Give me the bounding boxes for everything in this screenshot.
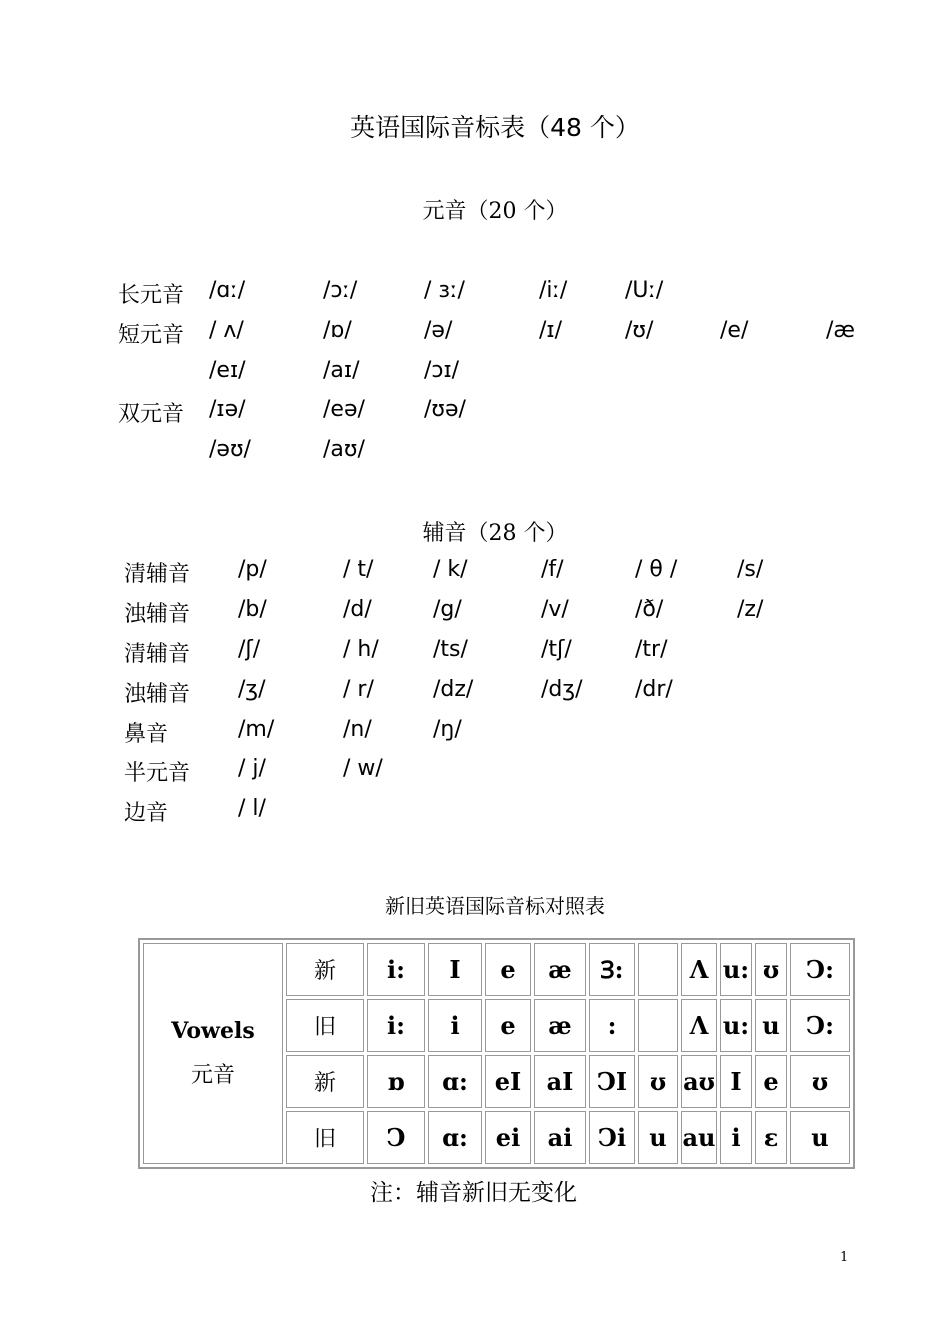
table-cell: eI bbox=[485, 1055, 531, 1108]
table-cell: ʊ bbox=[638, 1055, 678, 1108]
phoneme: /ð/ bbox=[635, 597, 664, 622]
phoneme: /n/ bbox=[343, 717, 372, 742]
phoneme: /dz/ bbox=[433, 677, 474, 702]
table-row bbox=[143, 943, 850, 996]
vowels-header-zh: 元音 bbox=[190, 1063, 235, 1088]
vowels-header bbox=[143, 943, 283, 1164]
footnote: 注：辅音新旧无变化 bbox=[370, 1180, 577, 1206]
phoneme: /s/ bbox=[737, 557, 764, 582]
table-cell: aʊ bbox=[681, 1055, 717, 1108]
row-label: 浊辅音 bbox=[124, 682, 191, 707]
table-cell: ɑ: bbox=[428, 1055, 482, 1108]
row-label: 鼻音 bbox=[124, 722, 169, 747]
phoneme: /ə/ bbox=[424, 318, 453, 343]
row-label: 新 bbox=[286, 1055, 364, 1108]
table-cell: ai bbox=[534, 1111, 586, 1164]
table-cell: i bbox=[720, 1111, 752, 1164]
vowel-row-diphthong-a bbox=[0, 358, 950, 398]
vowel-row-long bbox=[0, 278, 950, 318]
table-cell: ɑ: bbox=[428, 1111, 482, 1164]
consonant-row bbox=[0, 677, 950, 717]
phoneme: / r/ bbox=[343, 677, 374, 702]
table-cell: u bbox=[755, 999, 787, 1052]
row-label: 浊辅音 bbox=[124, 602, 191, 627]
phoneme: /m/ bbox=[238, 717, 275, 742]
phoneme: / ʌ/ bbox=[209, 318, 244, 343]
phoneme: /æ bbox=[826, 318, 856, 343]
phoneme: / θ / bbox=[635, 557, 678, 582]
phoneme: /ŋ/ bbox=[433, 717, 462, 742]
row-label: 新 bbox=[286, 943, 364, 996]
table-cell: aI bbox=[534, 1055, 586, 1108]
table-cell: Ↄ bbox=[367, 1111, 425, 1164]
page-number: 1 bbox=[840, 1250, 849, 1265]
phoneme: /aɪ/ bbox=[323, 358, 360, 383]
comparison-caption: 新旧英语国际音标对照表 bbox=[385, 894, 605, 918]
phoneme: /dʒ/ bbox=[541, 677, 583, 702]
row-label: 双元音 bbox=[118, 402, 185, 427]
phoneme: /ɪ/ bbox=[539, 318, 562, 343]
table-cell: u: bbox=[720, 943, 752, 996]
phoneme: /d/ bbox=[343, 597, 372, 622]
table-cell: Ↄ: bbox=[790, 999, 850, 1052]
consonants-heading: 辅音（28 个） bbox=[422, 521, 568, 546]
table-cell: u: bbox=[720, 999, 752, 1052]
phoneme: / k/ bbox=[433, 557, 468, 582]
vowels-heading: 元音（20 个） bbox=[422, 199, 568, 224]
row-label: 短元音 bbox=[118, 323, 185, 348]
table-cell: Λ bbox=[681, 999, 717, 1052]
table-cell: I bbox=[428, 943, 482, 996]
consonant-row bbox=[0, 796, 950, 836]
row-label: 旧 bbox=[286, 1111, 364, 1164]
phoneme: /əʊ/ bbox=[209, 437, 251, 462]
vowel-row-short bbox=[0, 318, 950, 358]
table-cell: e bbox=[755, 1055, 787, 1108]
table-cell bbox=[638, 999, 678, 1052]
phoneme: /Uː/ bbox=[625, 278, 664, 303]
phoneme: /ts/ bbox=[433, 637, 468, 662]
table-cell: i: bbox=[367, 943, 425, 996]
phoneme: /ʃ/ bbox=[238, 637, 261, 662]
consonant-row bbox=[0, 637, 950, 677]
phoneme: /tʃ/ bbox=[541, 637, 572, 662]
phoneme: /aʊ/ bbox=[323, 437, 365, 462]
table-cell: e bbox=[485, 943, 531, 996]
table-cell: Ↄ: bbox=[790, 943, 850, 996]
phoneme: /z/ bbox=[737, 597, 764, 622]
table-cell: au bbox=[681, 1111, 717, 1164]
table-cell: Ɜ: bbox=[589, 943, 635, 996]
table-cell: ʊ bbox=[790, 1055, 850, 1108]
vowel-row-diphthong-c bbox=[0, 437, 950, 477]
table-cell: : bbox=[589, 999, 635, 1052]
row-label: 半元音 bbox=[124, 761, 191, 786]
row-label: 清辅音 bbox=[124, 642, 191, 667]
phoneme: /v/ bbox=[541, 597, 569, 622]
table-cell: ɒ bbox=[367, 1055, 425, 1108]
table-cell: Ↄi bbox=[589, 1111, 635, 1164]
table-cell: i bbox=[428, 999, 482, 1052]
table-cell: u bbox=[638, 1111, 678, 1164]
phoneme: /eə/ bbox=[323, 397, 365, 422]
table-cell: æ bbox=[534, 943, 586, 996]
vowel-row-diphthong-b bbox=[0, 397, 950, 437]
table-cell: æ bbox=[534, 999, 586, 1052]
table-cell: ei bbox=[485, 1111, 531, 1164]
phoneme: / w/ bbox=[343, 756, 383, 781]
phoneme: / h/ bbox=[343, 637, 379, 662]
vowels-header-en: Vowels bbox=[171, 1018, 255, 1044]
row-label: 长元音 bbox=[118, 283, 185, 308]
phoneme: /ʒ/ bbox=[238, 677, 266, 702]
consonant-row bbox=[0, 717, 950, 757]
table-cell: e bbox=[485, 999, 531, 1052]
phoneme: /ɔɪ/ bbox=[424, 358, 460, 383]
phoneme: /e/ bbox=[720, 318, 749, 343]
consonant-row bbox=[0, 756, 950, 796]
row-label: 边音 bbox=[124, 801, 169, 826]
phoneme: /g/ bbox=[433, 597, 462, 622]
row-label: 旧 bbox=[286, 999, 364, 1052]
phoneme: /f/ bbox=[541, 557, 564, 582]
phoneme: / ɜː/ bbox=[424, 278, 465, 303]
phoneme: /ɒ/ bbox=[323, 318, 352, 343]
phoneme: /eɪ/ bbox=[209, 358, 246, 383]
table-cell: ʊ bbox=[755, 943, 787, 996]
phoneme: /b/ bbox=[238, 597, 267, 622]
phoneme: /ʊ/ bbox=[625, 318, 654, 343]
table-cell: I bbox=[720, 1055, 752, 1108]
row-label: 清辅音 bbox=[124, 562, 191, 587]
consonant-row bbox=[0, 597, 950, 637]
table-cell: u bbox=[790, 1111, 850, 1164]
table-cell: Λ bbox=[681, 943, 717, 996]
page-title: 英语国际音标表（48 个） bbox=[350, 113, 640, 142]
phoneme: /ʊə/ bbox=[424, 397, 466, 422]
table-cell bbox=[638, 943, 678, 996]
table-cell: i: bbox=[367, 999, 425, 1052]
table-cell: ↃI bbox=[589, 1055, 635, 1108]
table-cell: ɛ bbox=[755, 1111, 787, 1164]
phoneme: / j/ bbox=[238, 756, 266, 781]
phoneme: /ɑː/ bbox=[209, 278, 246, 303]
phoneme: /tr/ bbox=[635, 637, 668, 662]
phoneme: /ɪə/ bbox=[209, 397, 246, 422]
phoneme: /dr/ bbox=[635, 677, 673, 702]
phoneme: /iː/ bbox=[539, 278, 568, 303]
comparison-table bbox=[138, 938, 855, 1169]
phoneme: /ɔː/ bbox=[323, 278, 358, 303]
consonant-row bbox=[0, 557, 950, 597]
phoneme: / t/ bbox=[343, 557, 374, 582]
phoneme: /p/ bbox=[238, 557, 267, 582]
phoneme: / l/ bbox=[238, 796, 266, 821]
